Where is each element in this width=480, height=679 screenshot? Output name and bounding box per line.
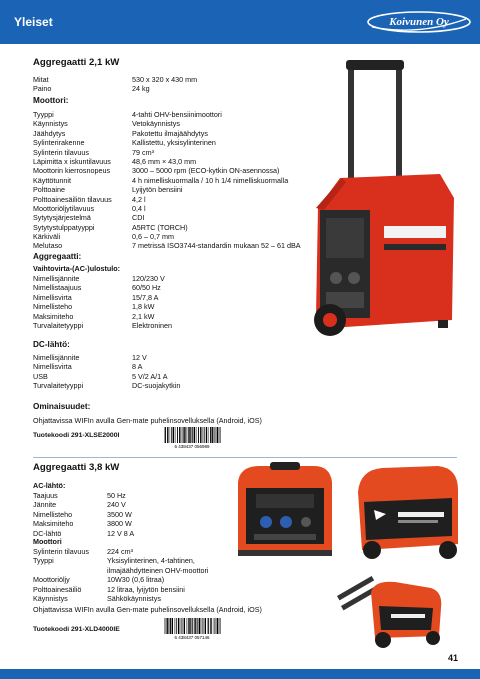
spec-row <box>33 547 233 556</box>
spec-row <box>33 148 323 157</box>
product1-features-text: Ohjattavissa WIFIn avulla Gen-mate puhelinsovelluksella (Android, iOS) <box>33 416 262 425</box>
spec-row <box>33 129 323 138</box>
product1-dc-specs <box>33 353 233 391</box>
spec-label: Sylinterin tilavuus <box>33 547 89 556</box>
product2-image-handle <box>335 572 445 650</box>
spec-value: 50 Hz <box>107 491 126 500</box>
product1-generator-heading: Aggregaatti: <box>33 252 82 261</box>
spec-value: CDI <box>132 213 145 223</box>
spec-value: 15/7,8 A <box>132 292 159 302</box>
spec-label: Nimellisteho <box>33 302 73 312</box>
spec-row <box>33 321 233 330</box>
spec-label: Läpimitta x iskuntilavuus <box>33 156 111 166</box>
spec-label: Sytytysjärjestelmä <box>33 213 91 223</box>
spec-row <box>33 500 173 509</box>
spec-value: 3500 W <box>107 509 132 519</box>
spec-row <box>33 362 233 371</box>
spec-row <box>33 353 233 362</box>
spec-label: Nimellisvirta <box>33 362 72 372</box>
spec-value: Sähkökäynnistys <box>107 593 161 603</box>
spec-label: Moottoriöljy <box>33 575 70 585</box>
spec-label: Käynnistys <box>33 119 68 129</box>
spec-label: Moottoriöljytilavuus <box>33 203 95 213</box>
spec-value: 4 h nimelliskuormalla / 10 h 1/4 nimelliskuormalla <box>132 175 289 185</box>
spec-row <box>33 293 233 302</box>
spec-value: 7 metrissä ISO3744-standardin mukaan 52 – 61 dBA <box>132 241 301 251</box>
spec-value: 12 litraa, lyijytön bensiini <box>107 584 185 594</box>
spec-value: 10W30 (0,6 litraa) <box>107 575 165 585</box>
spec-label: Polttoainesäiliö <box>33 584 82 594</box>
product2-title: Aggregaatti 3,8 kW <box>33 462 120 473</box>
spec-value: Lyijytön bensiini <box>132 185 183 195</box>
spec-label: Sylinterirakenne <box>33 138 85 148</box>
spec-value: 0,4 l <box>132 203 146 213</box>
spec-value: Elektroninen <box>132 320 172 330</box>
spec-row <box>33 241 323 250</box>
product1-basic-specs <box>33 75 313 94</box>
spec-value: 1,8 kW <box>132 302 155 312</box>
product2-features-text: Ohjattavissa WIFIn avulla Gen-mate puhelinsovelluksella (Android, iOS) <box>33 605 262 614</box>
spec-label: Taajuus <box>33 491 58 500</box>
spec-label: Tyyppi <box>33 556 54 566</box>
product2-image-front <box>230 462 340 562</box>
section-divider <box>33 457 457 458</box>
spec-row <box>33 166 323 175</box>
spec-row <box>33 381 233 390</box>
spec-label: Polttoaine <box>33 185 65 195</box>
spec-value: 60/50 Hz <box>132 283 161 293</box>
spec-row <box>33 283 233 292</box>
spec-label: Nimellisteho <box>33 509 73 519</box>
spec-value: 240 V <box>107 500 126 510</box>
spec-label: Turvalaitetyyppi <box>33 381 84 391</box>
spec-value: A5RTC (TORCH) <box>132 222 188 232</box>
spec-row <box>33 195 323 204</box>
spec-row <box>33 119 323 128</box>
spec-row <box>33 213 323 222</box>
product1-title: Aggregaatti 2,1 kW <box>33 57 120 68</box>
spec-row <box>33 176 323 185</box>
product1-code: Tuotekoodi 291-XLSE2000I <box>33 432 120 439</box>
spec-row <box>33 223 323 232</box>
product2-barcode-digits: 6 438437 057146 <box>174 635 210 640</box>
spec-label: Jäähdytys <box>33 128 66 138</box>
spec-value: ilmajäähdytteinen OHV-moottori <box>107 565 209 575</box>
spec-row <box>33 75 313 84</box>
spec-label: Nimellistaajuus <box>33 283 82 293</box>
spec-label: Nimellisvirta <box>33 292 72 302</box>
spec-label: Melutaso <box>33 241 63 251</box>
spec-value: 5 V/2 A/1 A <box>132 371 168 381</box>
spec-value: 12 V <box>132 353 147 362</box>
product2-barcode <box>162 618 222 640</box>
spec-row <box>33 510 173 519</box>
spec-value: 3000 – 5000 rpm (ECO-kytkin ON-asennossa) <box>132 166 280 176</box>
product1-image <box>300 58 460 358</box>
spec-label: Käynnistys <box>33 593 68 603</box>
spec-label: DC-lähtö <box>33 528 62 538</box>
spec-label: Turvalaitetyyppi <box>33 320 84 330</box>
spec-value: 4,2 l <box>132 194 146 204</box>
product1-dc-heading: DC-lähtö: <box>33 340 70 349</box>
spec-value: Pakotettu ilmajäähdytys <box>132 128 208 138</box>
spec-value: 530 x 320 x 430 mm <box>132 75 198 84</box>
spec-value: Yksisylinterinen, 4-tahtinen, <box>107 556 195 566</box>
spec-value: 8 A <box>132 362 143 372</box>
spec-label: Nimellisjännite <box>33 353 80 362</box>
spec-value: 79 cm³ <box>132 147 154 157</box>
spec-label: Nimellisjännite <box>33 274 80 283</box>
product1-barcode <box>162 427 222 449</box>
company-logo <box>366 10 472 34</box>
spec-value: 3800 W <box>107 519 132 529</box>
spec-row <box>33 232 323 241</box>
spec-value: Vetokäynnistys <box>132 119 180 129</box>
spec-value: 12 V 8 A <box>107 528 135 538</box>
product2-ac-specs <box>33 491 173 538</box>
spec-row <box>33 185 323 194</box>
spec-label: Polttoainesäiliön tilavuus <box>33 194 112 204</box>
spec-row <box>33 157 323 166</box>
product1-barcode-digits: 6 438437 056989 <box>174 444 210 449</box>
svg-text:Koivunen Oy: Koivunen Oy <box>389 16 449 28</box>
spec-row <box>33 138 323 147</box>
spec-label: Mitat <box>33 75 49 84</box>
spec-row <box>33 84 313 93</box>
spec-row <box>33 312 233 321</box>
product2-motor-specs <box>33 547 233 603</box>
spec-row <box>33 575 233 584</box>
page-number: 41 <box>447 653 458 663</box>
product1-ac-specs <box>33 274 233 330</box>
spec-row <box>33 566 233 575</box>
page-footer <box>0 669 480 679</box>
spec-row <box>33 110 323 119</box>
product1-features-heading: Ominaisuudet: <box>33 402 91 411</box>
spec-row <box>33 274 233 283</box>
product2-image-side <box>352 462 464 562</box>
section-title: Yleiset <box>14 15 53 29</box>
spec-value: 48,6 mm × 43,0 mm <box>132 156 197 166</box>
spec-label: Tyyppi <box>33 110 54 119</box>
spec-label: Sylinterin tilavuus <box>33 147 89 157</box>
spec-row <box>33 585 233 594</box>
product1-ac-heading: Vaihtovirta-(AC-)ulostulo: <box>33 264 121 273</box>
spec-value: 24 kg <box>132 84 150 94</box>
spec-row <box>33 372 233 381</box>
page-header <box>0 0 480 44</box>
spec-row <box>33 519 173 528</box>
product2-code: Tuotekoodi 291-XLD4000IE <box>33 626 120 633</box>
product2-ac-heading: AC-lähtö: <box>33 481 66 490</box>
spec-label: Jännite <box>33 500 57 510</box>
spec-value: DC-suojakytkin <box>132 381 181 391</box>
spec-label: Maksimiteho <box>33 519 74 529</box>
spec-row <box>33 556 233 565</box>
spec-row <box>33 491 173 500</box>
spec-value: 4-tahti OHV-bensiinimoottori <box>132 110 222 119</box>
product2-motor-heading: Moottori <box>33 537 62 546</box>
spec-label: Kärkiväli <box>33 232 61 242</box>
spec-label: Paino <box>33 84 52 94</box>
spec-value: 2,1 kW <box>132 311 155 321</box>
spec-value: Kallistettu, yksisylinterinen <box>132 138 216 148</box>
product1-motor-heading: Moottori: <box>33 96 69 105</box>
spec-row <box>33 204 323 213</box>
spec-value: 224 cm³ <box>107 547 133 556</box>
spec-label: Sytytystulppatyyppi <box>33 222 95 232</box>
spec-label: USB <box>33 371 48 381</box>
spec-label: Moottorin kierrosnopeus <box>33 166 111 176</box>
spec-row <box>33 594 233 603</box>
spec-value: 120/230 V <box>132 274 165 283</box>
spec-label: Maksimiteho <box>33 311 74 321</box>
spec-value: 0,6 – 0,7 mm <box>132 232 174 242</box>
spec-row <box>33 302 233 311</box>
product1-motor-specs <box>33 110 323 251</box>
spec-label: Käyttötunnit <box>33 175 71 185</box>
